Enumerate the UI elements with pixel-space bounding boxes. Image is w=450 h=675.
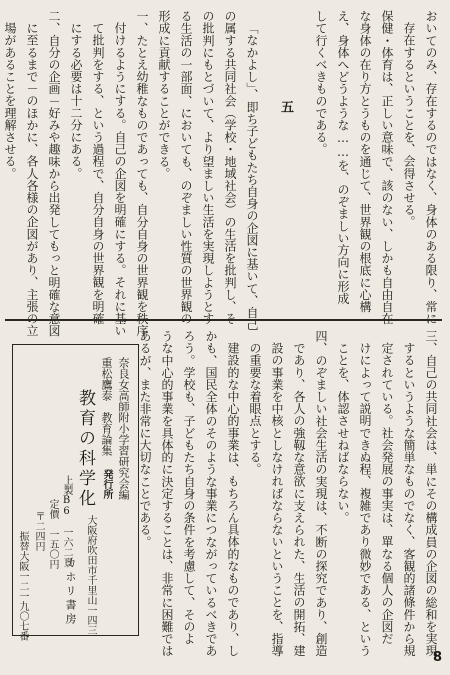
text-line: 保健・体育は、正しい意味で、該のない、しかも自由自在 (380, 10, 394, 325)
text-line: 建設的な中心的事業は、もちろん具体的なものであり、し (226, 342, 240, 657)
list-item: 一、たとえ幼稚なものであっても、自分自身の世界観を秩序 (135, 10, 149, 337)
text-line: して行くべきものである。 (314, 10, 328, 156)
book-postage: 〒二四円 (33, 511, 44, 551)
list-item: 二、自分の企画－好みや趣味から出発してもっと明確な意図 (47, 10, 61, 337)
text-line: な身体の在り方とうものを通じて、世界観の根底に心構 (358, 10, 372, 313)
editor-credit: 奈良女高師附小学習研究会編 (117, 357, 130, 500)
text-line: けによって説明できぬ程、複雑であり微妙である、という (358, 342, 372, 657)
section-divider (5, 319, 442, 321)
text-line: おいてのみ、存在するのではなく、身体のある限り、常に (424, 10, 438, 325)
text-line: 設の事業を中核としなければならないということを、指導 (270, 342, 284, 657)
section-heading: 五 (278, 100, 293, 113)
text-line: る生活の一部面、においても、のぞましい性質の世界観の (179, 10, 193, 325)
text-line: 形成に貢献することができる。 (157, 10, 171, 180)
list-item: 三、自己の共同社会は、単にその構成員の企図の総和を実現 (424, 330, 438, 657)
text-line: の重要な着眼点とする。 (248, 342, 262, 476)
book-price: 定價 一五〇円 (47, 499, 58, 569)
text-line: 存在するということを、会得させる。 (402, 22, 416, 228)
publisher-name: カホリ書房 (64, 557, 77, 627)
text-line: ろう。学校も、子どもたち自身の条件を考慮して、そのよ (182, 330, 196, 645)
book-specs: 上製B6 一六二頁 (61, 475, 72, 567)
book-advertisement-box (12, 344, 139, 641)
text-line: 付けるようにする。自己の企図を明確にする。それに基い (113, 22, 127, 337)
page-number: 8 (432, 650, 442, 665)
text-line: であり、各人の強靱な意欲に支えられた、生活の開拓、建 (292, 342, 306, 657)
publisher-label: 発行所 (101, 469, 112, 499)
text-line: て批判をする、という過程で、自分自身の世界観を明確 (91, 22, 105, 325)
publisher-account: 振替大阪一二一九〇七番 (17, 531, 28, 641)
text-line: の批判にもとづいて、より望ましい生活を実現しようとす (201, 10, 215, 325)
text-line: の属する共同社会（学校・地域社会）の生活を批判し、そ (223, 10, 237, 325)
text-line: 「なかよし」、即ち子どもたち自身の企図に基いて、自己 (245, 22, 259, 331)
publisher-address: 大阪府吹田市千里山一四三 (85, 515, 96, 635)
text-line: あるが、また非常に大切なことである。 (138, 330, 152, 548)
text-line: 定されている。社会発展の事実は、單なる個人の企図だ (380, 342, 394, 645)
text-line: うな中心的事業を具体的に決定することは、非常に困難では (160, 330, 174, 657)
text-line: ことを、体認させねばならない。 (336, 342, 350, 524)
text-line: するというような簡単なものでなく、客観的諸條件から規 (402, 342, 416, 657)
book-title: 教育の科学化 (75, 389, 95, 509)
text-line: 場があることを理解させる。 (3, 22, 17, 180)
series-label: 重松鷹泰 教育論集 (100, 357, 113, 456)
text-line: かも、国民全体のそのような事業につながっているべきであ (204, 330, 218, 657)
text-line: にする必要は十二分にある。 (69, 22, 83, 180)
text-line: え、身体へどうような……を、のぞましい方向に形成 (336, 10, 350, 305)
list-item: 四、のぞましい社会生活の実現は、不断の探究であり、創造 (314, 330, 328, 657)
text-line: に至るまで－のほかに、各人各様の企図があり、主張の立 (25, 22, 39, 337)
